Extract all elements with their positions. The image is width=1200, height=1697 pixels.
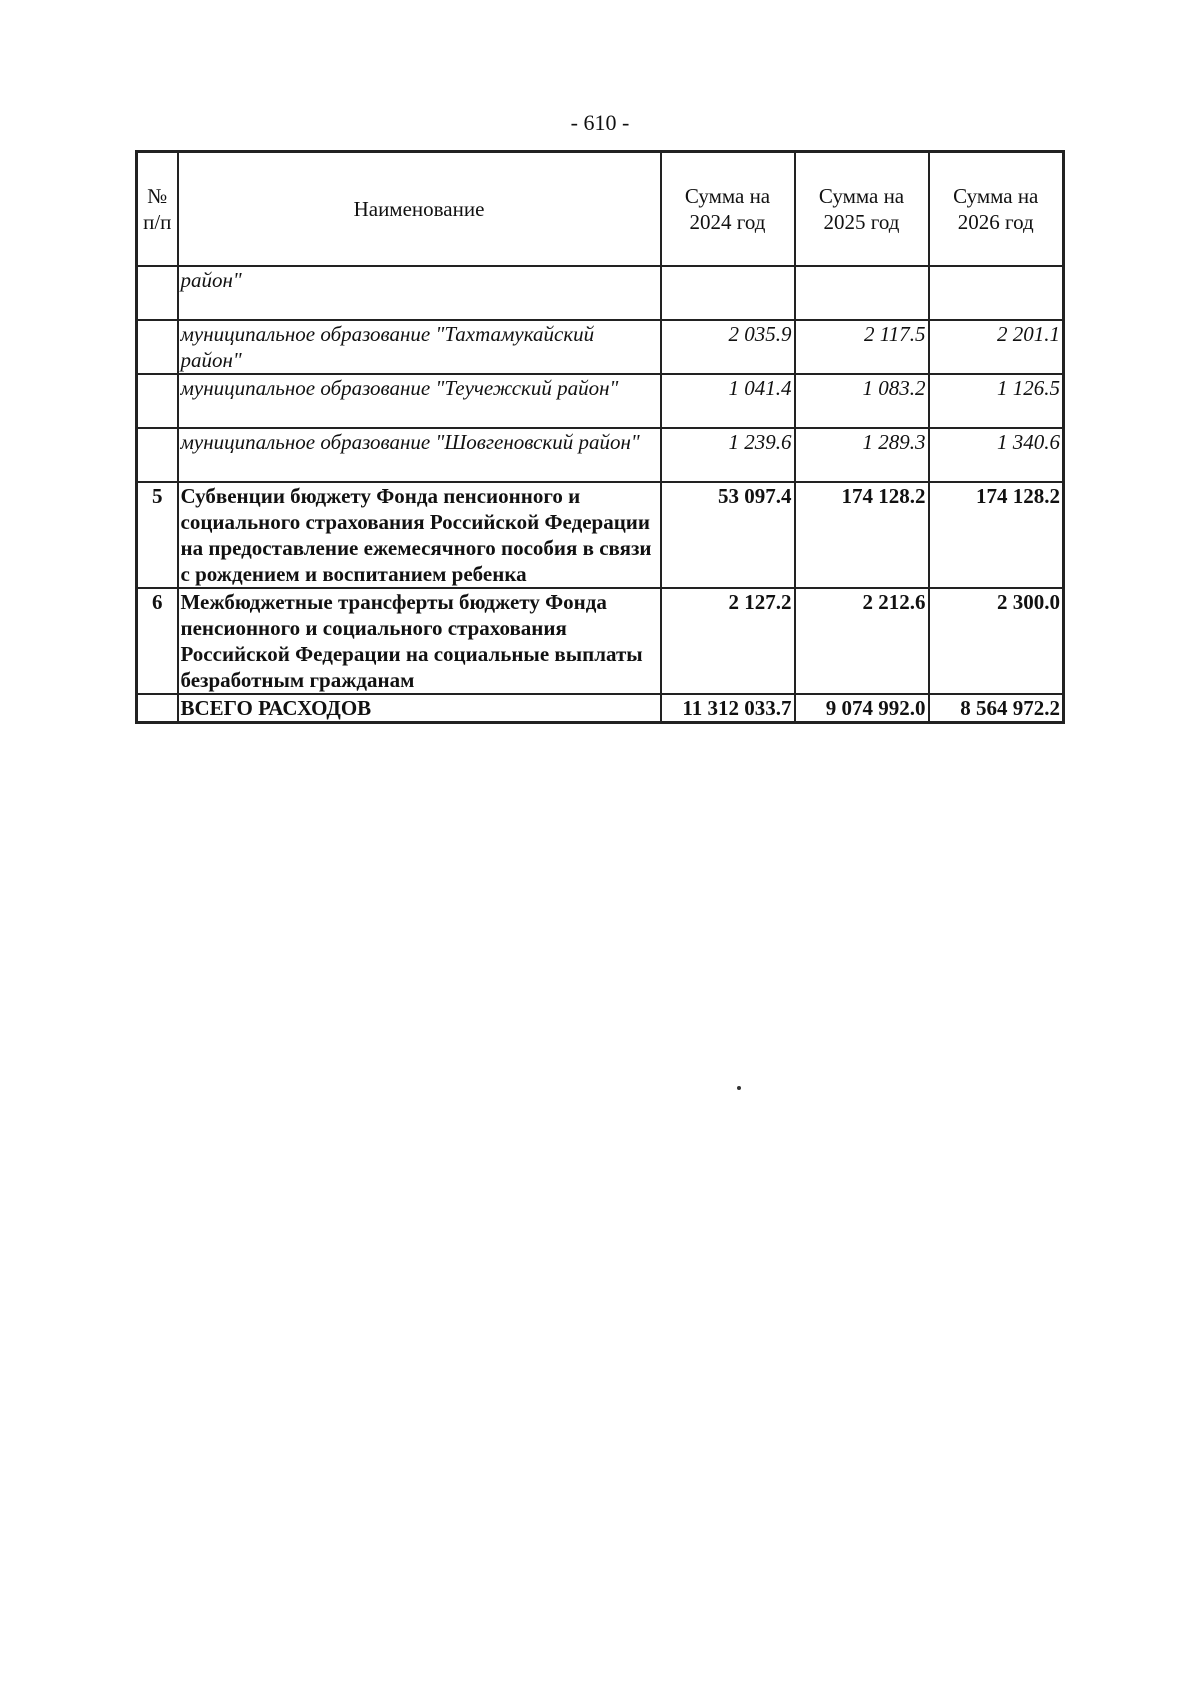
row-name: Субвенции бюджету Фонда пенсионного и социального страхования Российской Федерации на предоставление ежемесячного пособия в связи с рождением и воспитанием ребенка: [178, 482, 661, 588]
row-value-2024: 2 127.2: [661, 588, 795, 694]
row-num: 6: [137, 588, 178, 694]
table-row: [137, 588, 1064, 694]
header-2024: Сумма на 2024 год: [661, 152, 795, 267]
table-row: [137, 428, 1064, 482]
header-row: [137, 152, 1064, 267]
total-label: ВСЕГО РАСХОДОВ: [178, 694, 661, 723]
budget-table: [135, 150, 1065, 724]
row-value-2026: 2 201.1: [929, 320, 1064, 374]
page-number: - 610 -: [570, 110, 630, 135]
row-value-2024: 2 035.9: [661, 320, 795, 374]
row-value-2024: 53 097.4: [661, 482, 795, 588]
row-name: Межбюджетные трансферты бюджету Фонда пенсионного и социального страхования Российской Федерации на социальные выплаты безработным гражданам: [178, 588, 661, 694]
row-value-2024: 1 239.6: [661, 428, 795, 482]
row-num: [137, 266, 178, 320]
table-row: [137, 320, 1064, 374]
header-name: Наименование: [178, 152, 661, 267]
row-name: район": [178, 266, 661, 320]
row-value-2025: 2 212.6: [795, 588, 929, 694]
row-value-2026: 174 128.2: [929, 482, 1064, 588]
row-value-2025: 1 289.3: [795, 428, 929, 482]
row-num: [137, 320, 178, 374]
row-value-2026: 1 126.5: [929, 374, 1064, 428]
table-row: [137, 374, 1064, 428]
row-value-2026: 1 340.6: [929, 428, 1064, 482]
row-num: 5: [137, 482, 178, 588]
row-name: муниципальное образование "Тахтамукайский район": [178, 320, 661, 374]
row-value-2025: 2 117.5: [795, 320, 929, 374]
total-value-2025: 9 074 992.0: [795, 694, 929, 723]
row-num: [137, 374, 178, 428]
row-name: муниципальное образование "Теучежский район": [178, 374, 661, 428]
header-num: № п/п: [137, 152, 178, 267]
total-row: [137, 694, 1064, 723]
row-value-2024: 1 041.4: [661, 374, 795, 428]
total-value-2024: 11 312 033.7: [661, 694, 795, 723]
total-num: [137, 694, 178, 723]
row-num: [137, 428, 178, 482]
header-2026: Сумма на 2026 год: [929, 152, 1064, 267]
row-value-2024: [661, 266, 795, 320]
row-value-2025: 1 083.2: [795, 374, 929, 428]
total-value-2026: 8 564 972.2: [929, 694, 1064, 723]
row-value-2026: [929, 266, 1064, 320]
row-name: муниципальное образование "Шовгеновский район": [178, 428, 661, 482]
table-row: [137, 266, 1064, 320]
scan-speck: [737, 1086, 741, 1090]
row-value-2025: [795, 266, 929, 320]
row-value-2026: 2 300.0: [929, 588, 1064, 694]
row-value-2025: 174 128.2: [795, 482, 929, 588]
table-row: [137, 482, 1064, 588]
header-2025: Сумма на 2025 год: [795, 152, 929, 267]
